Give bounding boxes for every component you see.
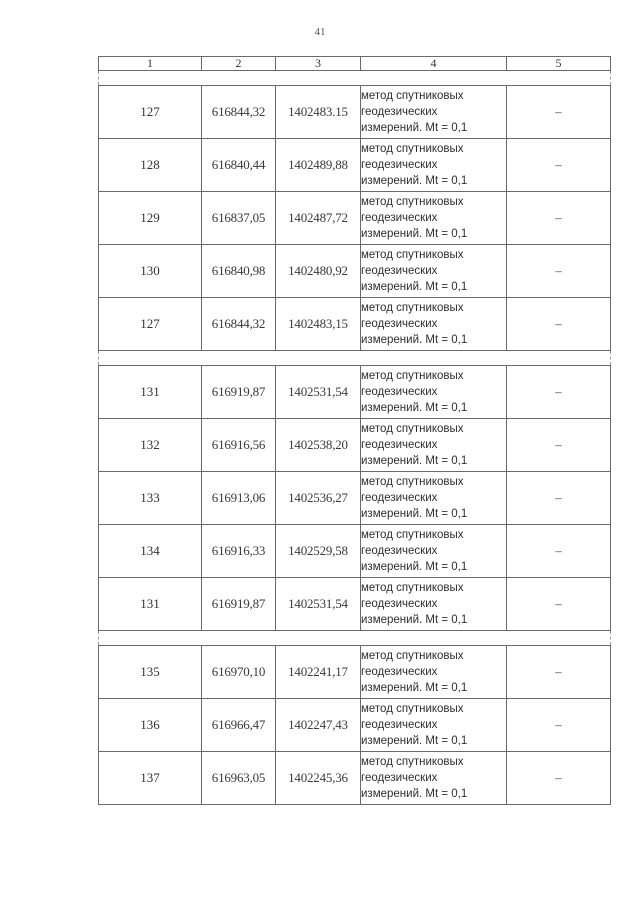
y-coordinate-cell: 1402531,54 xyxy=(276,366,361,419)
header-cell-1: 1 xyxy=(99,57,202,71)
group-separator-row xyxy=(99,351,611,366)
point-number-cell: 135 xyxy=(99,646,202,699)
x-coordinate-cell: 616919,87 xyxy=(202,366,276,419)
table-row xyxy=(99,298,611,351)
method-cell: метод спутниковых геодезических измерений. Mt = 0,1 xyxy=(361,646,507,699)
table-row xyxy=(99,472,611,525)
x-coordinate-cell: 616966,47 xyxy=(202,699,276,752)
coordinates-table xyxy=(98,56,611,805)
point-number-cell: 134 xyxy=(99,525,202,578)
point-number-cell: 131 xyxy=(99,578,202,631)
x-coordinate-cell: 616844,32 xyxy=(202,298,276,351)
point-number-cell: 132 xyxy=(99,419,202,472)
header-cell-2: 2 xyxy=(202,57,276,71)
header-cell-4: 4 xyxy=(361,57,507,71)
note-cell: – xyxy=(507,245,611,298)
point-number-cell: 131 xyxy=(99,366,202,419)
method-cell: метод спутниковых геодезических измерений. Mt = 0,1 xyxy=(361,752,507,805)
y-coordinate-cell: 1402245,36 xyxy=(276,752,361,805)
method-cell: метод спутниковых геодезических измерений. Mt = 0,1 xyxy=(361,419,507,472)
x-coordinate-cell: 616840,98 xyxy=(202,245,276,298)
note-cell: – xyxy=(507,472,611,525)
y-coordinate-cell: 1402247,43 xyxy=(276,699,361,752)
note-cell: – xyxy=(507,139,611,192)
point-number-cell: 133 xyxy=(99,472,202,525)
table-row xyxy=(99,86,611,139)
table-row xyxy=(99,646,611,699)
page-number: 41 xyxy=(314,26,326,38)
point-number-cell: 127 xyxy=(99,86,202,139)
point-number-cell: 130 xyxy=(99,245,202,298)
x-coordinate-cell: 616916,56 xyxy=(202,419,276,472)
note-cell: – xyxy=(507,699,611,752)
x-coordinate-cell: 616844,32 xyxy=(202,86,276,139)
point-number-cell: 136 xyxy=(99,699,202,752)
point-number-cell: 127 xyxy=(99,298,202,351)
note-cell: – xyxy=(507,192,611,245)
y-coordinate-cell: 1402489,88 xyxy=(276,139,361,192)
note-cell: – xyxy=(507,578,611,631)
group-separator-cell xyxy=(99,351,611,366)
note-cell: – xyxy=(507,752,611,805)
x-coordinate-cell: 616919,87 xyxy=(202,578,276,631)
table-row xyxy=(99,139,611,192)
group-separator-row xyxy=(99,631,611,646)
note-cell: – xyxy=(507,366,611,419)
note-cell: – xyxy=(507,525,611,578)
table-row xyxy=(99,578,611,631)
point-number-cell: 129 xyxy=(99,192,202,245)
method-cell: метод спутниковых геодезических измерений. Mt = 0,1 xyxy=(361,366,507,419)
method-cell: метод спутниковых геодезических измерений. Mt = 0,1 xyxy=(361,525,507,578)
method-cell: метод спутниковых геодезических измерений. Mt = 0,1 xyxy=(361,192,507,245)
point-number-cell: 137 xyxy=(99,752,202,805)
y-coordinate-cell: 1402483.15 xyxy=(276,86,361,139)
table-row xyxy=(99,419,611,472)
x-coordinate-cell: 616840,44 xyxy=(202,139,276,192)
header-cell-5: 5 xyxy=(507,57,611,71)
y-coordinate-cell: 1402531,54 xyxy=(276,578,361,631)
y-coordinate-cell: 1402529,58 xyxy=(276,525,361,578)
y-coordinate-cell: 1402480,92 xyxy=(276,245,361,298)
note-cell: – xyxy=(507,298,611,351)
y-coordinate-cell: 1402241,17 xyxy=(276,646,361,699)
y-coordinate-cell: 1402483,15 xyxy=(276,298,361,351)
x-coordinate-cell: 616913,06 xyxy=(202,472,276,525)
table-row xyxy=(99,245,611,298)
method-cell: метод спутниковых геодезических измерений. Mt = 0,1 xyxy=(361,578,507,631)
table-row xyxy=(99,752,611,805)
note-cell: – xyxy=(507,86,611,139)
table-row xyxy=(99,699,611,752)
method-cell: метод спутниковых геодезических измерений. Mt = 0,1 xyxy=(361,298,507,351)
method-cell: метод спутниковых геодезических измерений. Mt = 0,1 xyxy=(361,139,507,192)
header-row xyxy=(99,57,611,71)
header-cell-3: 3 xyxy=(276,57,361,71)
note-cell: – xyxy=(507,646,611,699)
x-coordinate-cell: 616837,05 xyxy=(202,192,276,245)
method-cell: метод спутниковых геодезических измерений. Mt = 0,1 xyxy=(361,245,507,298)
group-separator-cell xyxy=(99,71,611,86)
group-separator-row xyxy=(99,71,611,86)
table-row xyxy=(99,525,611,578)
method-cell: метод спутниковых геодезических измерений. Mt = 0,1 xyxy=(361,699,507,752)
x-coordinate-cell: 616963,05 xyxy=(202,752,276,805)
y-coordinate-cell: 1402536,27 xyxy=(276,472,361,525)
method-cell: метод спутниковых геодезических измерений. Mt = 0,1 xyxy=(361,472,507,525)
x-coordinate-cell: 616970,10 xyxy=(202,646,276,699)
y-coordinate-cell: 1402487,72 xyxy=(276,192,361,245)
group-separator-cell xyxy=(99,631,611,646)
point-number-cell: 128 xyxy=(99,139,202,192)
method-cell: метод спутниковых геодезических измерений. Mt = 0,1 xyxy=(361,86,507,139)
table-row xyxy=(99,366,611,419)
x-coordinate-cell: 616916,33 xyxy=(202,525,276,578)
note-cell: – xyxy=(507,419,611,472)
table-row xyxy=(99,192,611,245)
y-coordinate-cell: 1402538,20 xyxy=(276,419,361,472)
